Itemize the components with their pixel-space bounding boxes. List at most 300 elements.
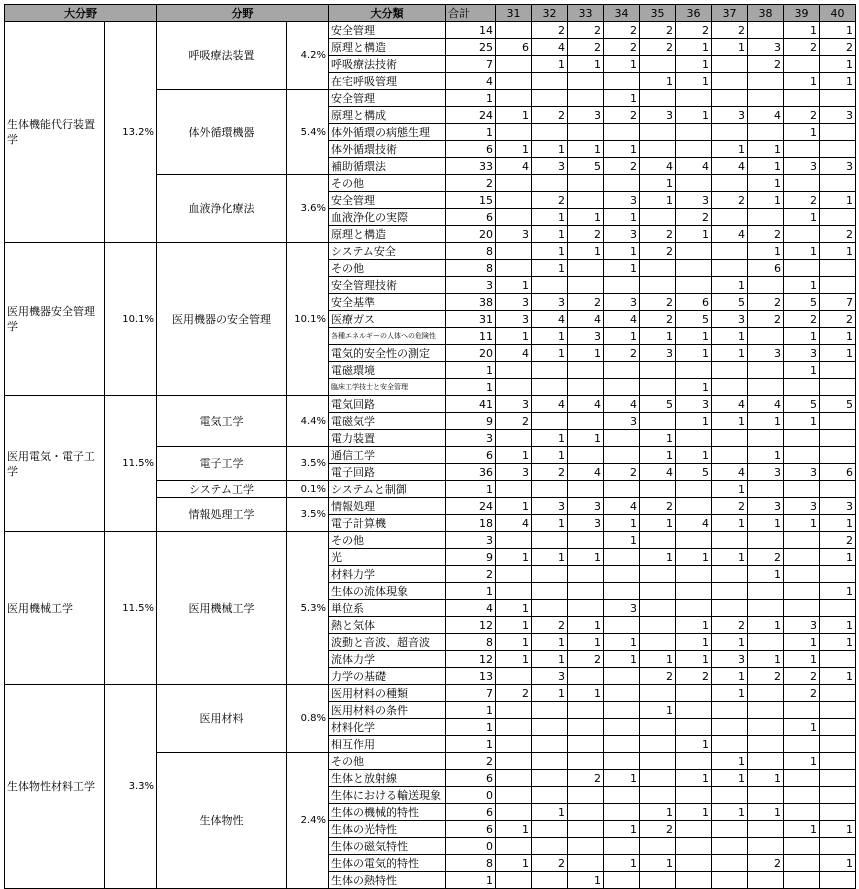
total-count: 33 bbox=[446, 158, 496, 175]
year-count bbox=[784, 872, 820, 889]
year-count: 1 bbox=[604, 209, 640, 226]
year-count: 3 bbox=[604, 226, 640, 243]
year-count: 1 bbox=[712, 668, 748, 685]
year-count: 1 bbox=[568, 685, 604, 702]
minor-category: 医用材料の種類 bbox=[329, 685, 446, 702]
total-count: 1 bbox=[446, 583, 496, 600]
year-count: 1 bbox=[712, 634, 748, 651]
year-count: 1 bbox=[676, 413, 712, 430]
year-count bbox=[748, 22, 784, 39]
table-row bbox=[5, 396, 856, 413]
year-count: 1 bbox=[676, 328, 712, 345]
minor-category: 生体の機械的特性 bbox=[329, 804, 446, 821]
year-count: 3 bbox=[712, 311, 748, 328]
year-count: 4 bbox=[568, 464, 604, 481]
year-count: 2 bbox=[640, 39, 676, 56]
year-count bbox=[640, 481, 676, 498]
year-count: 1 bbox=[712, 685, 748, 702]
year-count bbox=[496, 124, 532, 141]
year-count: 5 bbox=[568, 158, 604, 175]
total-count: 13 bbox=[446, 668, 496, 685]
year-count: 1 bbox=[676, 226, 712, 243]
year-count bbox=[604, 481, 640, 498]
year-count bbox=[568, 90, 604, 107]
year-count bbox=[604, 617, 640, 634]
year-count bbox=[748, 753, 784, 770]
year-count bbox=[604, 702, 640, 719]
year-count: 1 bbox=[748, 175, 784, 192]
year-count: 3 bbox=[784, 464, 820, 481]
year-count bbox=[784, 447, 820, 464]
minor-category: 電磁環境 bbox=[329, 362, 446, 379]
year-count: 4 bbox=[496, 515, 532, 532]
table-body bbox=[5, 22, 856, 889]
year-count: 1 bbox=[784, 209, 820, 226]
year-count: 1 bbox=[532, 634, 568, 651]
year-count: 1 bbox=[640, 175, 676, 192]
year-count: 2 bbox=[568, 651, 604, 668]
field-name: 血液浄化療法 bbox=[157, 175, 287, 243]
year-count: 1 bbox=[712, 328, 748, 345]
year-count: 1 bbox=[712, 753, 748, 770]
year-count bbox=[784, 583, 820, 600]
year-count: 2 bbox=[640, 22, 676, 39]
total-count: 1 bbox=[446, 481, 496, 498]
total-count: 24 bbox=[446, 107, 496, 124]
year-count bbox=[712, 56, 748, 73]
year-count bbox=[532, 481, 568, 498]
minor-category: 通信工学 bbox=[329, 447, 446, 464]
year-count: 5 bbox=[676, 311, 712, 328]
year-count: 1 bbox=[712, 549, 748, 566]
field-name: 呼吸療法装置 bbox=[157, 22, 287, 90]
year-count bbox=[676, 583, 712, 600]
year-count: 1 bbox=[676, 73, 712, 90]
year-count bbox=[568, 736, 604, 753]
year-count: 1 bbox=[676, 39, 712, 56]
year-count: 1 bbox=[640, 328, 676, 345]
year-count: 1 bbox=[748, 770, 784, 787]
year-count bbox=[496, 838, 532, 855]
year-count bbox=[640, 379, 676, 396]
minor-category: 臨床工学技士と安全管理 bbox=[329, 379, 446, 396]
year-count bbox=[532, 872, 568, 889]
year-count bbox=[604, 124, 640, 141]
year-count: 2 bbox=[604, 464, 640, 481]
year-count: 3 bbox=[676, 396, 712, 413]
year-count bbox=[748, 379, 784, 396]
year-count: 1 bbox=[532, 549, 568, 566]
year-count: 3 bbox=[820, 158, 856, 175]
year-count bbox=[496, 532, 532, 549]
minor-category: その他 bbox=[329, 260, 446, 277]
year-count bbox=[496, 379, 532, 396]
year-count bbox=[568, 532, 604, 549]
year-count: 1 bbox=[604, 243, 640, 260]
year-count: 1 bbox=[568, 872, 604, 889]
year-count: 2 bbox=[676, 22, 712, 39]
year-count bbox=[676, 243, 712, 260]
year-count: 7 bbox=[820, 294, 856, 311]
year-count: 1 bbox=[784, 243, 820, 260]
year-count: 2 bbox=[676, 209, 712, 226]
year-count bbox=[496, 753, 532, 770]
year-count bbox=[496, 175, 532, 192]
year-count: 2 bbox=[496, 685, 532, 702]
major-percent: 10.1% bbox=[105, 243, 157, 396]
year-count: 2 bbox=[784, 39, 820, 56]
year-count bbox=[496, 668, 532, 685]
year-count bbox=[748, 328, 784, 345]
year-count: 3 bbox=[568, 498, 604, 515]
year-count bbox=[532, 362, 568, 379]
minor-category: 電子回路 bbox=[329, 464, 446, 481]
year-count bbox=[568, 719, 604, 736]
year-count: 4 bbox=[712, 396, 748, 413]
minor-category: 補助循環法 bbox=[329, 158, 446, 175]
year-count bbox=[748, 90, 784, 107]
minor-category: 生体における輸送現象 bbox=[329, 787, 446, 804]
minor-category: 呼吸療法技術 bbox=[329, 56, 446, 73]
minor-category: 生体の光特性 bbox=[329, 821, 446, 838]
year-count: 1 bbox=[676, 56, 712, 73]
year-count bbox=[496, 583, 532, 600]
year-count: 3 bbox=[784, 345, 820, 362]
minor-category: 情報処理 bbox=[329, 498, 446, 515]
year-count bbox=[568, 600, 604, 617]
total-count: 6 bbox=[446, 447, 496, 464]
year-count: 2 bbox=[640, 498, 676, 515]
total-count: 4 bbox=[446, 600, 496, 617]
year-count: 1 bbox=[496, 600, 532, 617]
year-count: 3 bbox=[604, 600, 640, 617]
minor-category: 体外循環の病態生理 bbox=[329, 124, 446, 141]
year-count: 1 bbox=[604, 770, 640, 787]
year-count: 1 bbox=[784, 753, 820, 770]
year-count bbox=[604, 787, 640, 804]
year-count: 6 bbox=[748, 260, 784, 277]
year-count bbox=[604, 583, 640, 600]
year-count: 6 bbox=[496, 39, 532, 56]
year-count: 1 bbox=[820, 668, 856, 685]
year-count: 1 bbox=[496, 651, 532, 668]
year-count bbox=[712, 260, 748, 277]
year-count bbox=[748, 872, 784, 889]
year-count bbox=[568, 804, 604, 821]
year-count bbox=[820, 566, 856, 583]
year-count: 1 bbox=[784, 651, 820, 668]
year-count bbox=[820, 260, 856, 277]
year-count: 3 bbox=[748, 345, 784, 362]
minor-category: 医用材料の条件 bbox=[329, 702, 446, 719]
year-count bbox=[532, 719, 568, 736]
year-count bbox=[604, 362, 640, 379]
year-count: 1 bbox=[820, 634, 856, 651]
major-percent: 13.2% bbox=[105, 22, 157, 243]
minor-category: 生体の流体現象 bbox=[329, 583, 446, 600]
field-percent: 0.1% bbox=[287, 481, 329, 498]
year-count bbox=[784, 736, 820, 753]
header-year: 37 bbox=[712, 5, 748, 22]
year-count: 2 bbox=[820, 532, 856, 549]
year-count bbox=[604, 753, 640, 770]
field-percent: 3.6% bbox=[287, 175, 329, 243]
year-count: 3 bbox=[712, 107, 748, 124]
year-count bbox=[496, 260, 532, 277]
year-count: 1 bbox=[568, 243, 604, 260]
year-count bbox=[568, 362, 604, 379]
year-count: 2 bbox=[604, 107, 640, 124]
year-count bbox=[640, 600, 676, 617]
year-count bbox=[640, 872, 676, 889]
year-count: 1 bbox=[784, 277, 820, 294]
total-count: 3 bbox=[446, 277, 496, 294]
year-count bbox=[604, 668, 640, 685]
year-count bbox=[496, 430, 532, 447]
year-count: 2 bbox=[640, 668, 676, 685]
year-count bbox=[496, 787, 532, 804]
year-count: 1 bbox=[532, 430, 568, 447]
major-percent: 11.5% bbox=[105, 396, 157, 532]
year-count bbox=[676, 753, 712, 770]
year-count: 1 bbox=[532, 56, 568, 73]
year-count: 1 bbox=[676, 651, 712, 668]
minor-category: 電力装置 bbox=[329, 430, 446, 447]
year-count bbox=[820, 770, 856, 787]
total-count: 2 bbox=[446, 753, 496, 770]
year-count: 2 bbox=[784, 107, 820, 124]
year-count bbox=[604, 804, 640, 821]
field-percent: 3.5% bbox=[287, 498, 329, 532]
year-count: 2 bbox=[748, 549, 784, 566]
year-count: 3 bbox=[532, 158, 568, 175]
year-count: 2 bbox=[712, 498, 748, 515]
year-count: 5 bbox=[820, 396, 856, 413]
year-count: 2 bbox=[532, 107, 568, 124]
year-count: 2 bbox=[820, 226, 856, 243]
year-count: 1 bbox=[496, 498, 532, 515]
total-count: 36 bbox=[446, 464, 496, 481]
year-count bbox=[820, 447, 856, 464]
total-count: 1 bbox=[446, 124, 496, 141]
year-count bbox=[748, 787, 784, 804]
year-count: 1 bbox=[568, 141, 604, 158]
year-count bbox=[676, 90, 712, 107]
year-count bbox=[676, 838, 712, 855]
header-total: 合計 bbox=[446, 5, 496, 22]
year-count: 3 bbox=[532, 668, 568, 685]
year-count bbox=[712, 566, 748, 583]
total-count: 6 bbox=[446, 804, 496, 821]
header-row bbox=[5, 5, 856, 22]
year-count bbox=[568, 838, 604, 855]
year-count bbox=[784, 532, 820, 549]
year-count: 2 bbox=[640, 821, 676, 838]
year-count bbox=[784, 787, 820, 804]
year-count: 1 bbox=[604, 141, 640, 158]
total-count: 25 bbox=[446, 39, 496, 56]
exam-topic-table bbox=[4, 4, 856, 889]
year-count: 1 bbox=[748, 158, 784, 175]
year-count bbox=[820, 702, 856, 719]
year-count bbox=[640, 685, 676, 702]
year-count bbox=[568, 260, 604, 277]
year-count bbox=[532, 124, 568, 141]
year-count bbox=[748, 719, 784, 736]
year-count: 1 bbox=[712, 804, 748, 821]
header-year: 36 bbox=[676, 5, 712, 22]
year-count: 1 bbox=[640, 73, 676, 90]
total-count: 7 bbox=[446, 56, 496, 73]
year-count bbox=[748, 73, 784, 90]
year-count: 1 bbox=[676, 804, 712, 821]
year-count: 1 bbox=[676, 549, 712, 566]
year-count bbox=[532, 736, 568, 753]
year-count bbox=[712, 838, 748, 855]
year-count: 2 bbox=[532, 192, 568, 209]
year-count bbox=[676, 600, 712, 617]
year-count: 2 bbox=[604, 158, 640, 175]
year-count: 5 bbox=[676, 464, 712, 481]
year-count: 2 bbox=[784, 192, 820, 209]
year-count: 1 bbox=[532, 804, 568, 821]
year-count bbox=[712, 379, 748, 396]
year-count bbox=[640, 719, 676, 736]
year-count: 1 bbox=[604, 651, 640, 668]
year-count bbox=[568, 413, 604, 430]
year-count bbox=[820, 430, 856, 447]
year-count: 1 bbox=[604, 56, 640, 73]
year-count bbox=[532, 175, 568, 192]
total-count: 6 bbox=[446, 141, 496, 158]
year-count bbox=[712, 583, 748, 600]
year-count bbox=[640, 617, 676, 634]
year-count bbox=[604, 175, 640, 192]
year-count: 1 bbox=[532, 243, 568, 260]
year-count: 4 bbox=[532, 311, 568, 328]
year-count bbox=[604, 838, 640, 855]
year-count bbox=[712, 362, 748, 379]
field-name: 電子工学 bbox=[157, 447, 287, 481]
year-count: 2 bbox=[568, 294, 604, 311]
year-count bbox=[496, 872, 532, 889]
year-count: 1 bbox=[496, 617, 532, 634]
year-count bbox=[640, 260, 676, 277]
year-count: 4 bbox=[532, 396, 568, 413]
year-count: 1 bbox=[748, 192, 784, 209]
year-count bbox=[532, 532, 568, 549]
year-count bbox=[604, 447, 640, 464]
year-count: 2 bbox=[532, 464, 568, 481]
year-count: 3 bbox=[748, 498, 784, 515]
total-count: 9 bbox=[446, 549, 496, 566]
total-count: 1 bbox=[446, 736, 496, 753]
minor-category: 力学の基礎 bbox=[329, 668, 446, 685]
minor-category: 熱と気体 bbox=[329, 617, 446, 634]
header-year: 33 bbox=[568, 5, 604, 22]
year-count: 1 bbox=[784, 362, 820, 379]
year-count: 4 bbox=[748, 396, 784, 413]
minor-category: 原理と構成 bbox=[329, 107, 446, 124]
year-count bbox=[568, 566, 604, 583]
year-count bbox=[568, 277, 604, 294]
year-count bbox=[532, 702, 568, 719]
year-count: 4 bbox=[676, 515, 712, 532]
year-count bbox=[712, 600, 748, 617]
year-count: 1 bbox=[640, 447, 676, 464]
year-count: 1 bbox=[784, 719, 820, 736]
year-count bbox=[640, 56, 676, 73]
total-count: 18 bbox=[446, 515, 496, 532]
year-count bbox=[532, 600, 568, 617]
header-year: 40 bbox=[820, 5, 856, 22]
year-count: 2 bbox=[496, 413, 532, 430]
field-name: 情報処理工学 bbox=[157, 498, 287, 532]
header-year: 34 bbox=[604, 5, 640, 22]
year-count: 1 bbox=[640, 430, 676, 447]
year-count: 1 bbox=[820, 22, 856, 39]
year-count bbox=[676, 362, 712, 379]
year-count: 1 bbox=[712, 39, 748, 56]
year-count: 4 bbox=[604, 311, 640, 328]
year-count: 1 bbox=[568, 209, 604, 226]
major-percent: 3.3% bbox=[105, 685, 157, 889]
minor-category: システムと制御 bbox=[329, 481, 446, 498]
year-count bbox=[820, 872, 856, 889]
year-count: 1 bbox=[676, 345, 712, 362]
total-count: 0 bbox=[446, 787, 496, 804]
year-count bbox=[784, 804, 820, 821]
year-count: 1 bbox=[712, 413, 748, 430]
year-count: 3 bbox=[496, 226, 532, 243]
year-count bbox=[676, 532, 712, 549]
year-count bbox=[532, 566, 568, 583]
year-count: 4 bbox=[748, 107, 784, 124]
year-count bbox=[532, 413, 568, 430]
year-count bbox=[496, 804, 532, 821]
year-count: 2 bbox=[640, 311, 676, 328]
year-count: 3 bbox=[712, 651, 748, 668]
total-count: 1 bbox=[446, 702, 496, 719]
year-count: 2 bbox=[712, 617, 748, 634]
field-name: 医用材料 bbox=[157, 685, 287, 753]
year-count: 1 bbox=[676, 736, 712, 753]
year-count bbox=[640, 141, 676, 158]
year-count bbox=[712, 821, 748, 838]
year-count: 1 bbox=[532, 447, 568, 464]
year-count: 1 bbox=[532, 685, 568, 702]
year-count: 3 bbox=[568, 328, 604, 345]
year-count bbox=[784, 260, 820, 277]
year-count: 1 bbox=[748, 413, 784, 430]
year-count: 2 bbox=[820, 311, 856, 328]
year-count bbox=[496, 719, 532, 736]
year-count bbox=[676, 702, 712, 719]
year-count: 5 bbox=[784, 294, 820, 311]
year-count: 1 bbox=[496, 855, 532, 872]
year-count bbox=[568, 855, 604, 872]
year-count bbox=[604, 736, 640, 753]
year-count: 1 bbox=[496, 141, 532, 158]
year-count bbox=[676, 821, 712, 838]
year-count: 2 bbox=[568, 22, 604, 39]
year-count bbox=[784, 481, 820, 498]
year-count: 1 bbox=[748, 447, 784, 464]
year-count: 1 bbox=[496, 107, 532, 124]
year-count bbox=[676, 481, 712, 498]
year-count: 1 bbox=[712, 345, 748, 362]
year-count bbox=[712, 702, 748, 719]
